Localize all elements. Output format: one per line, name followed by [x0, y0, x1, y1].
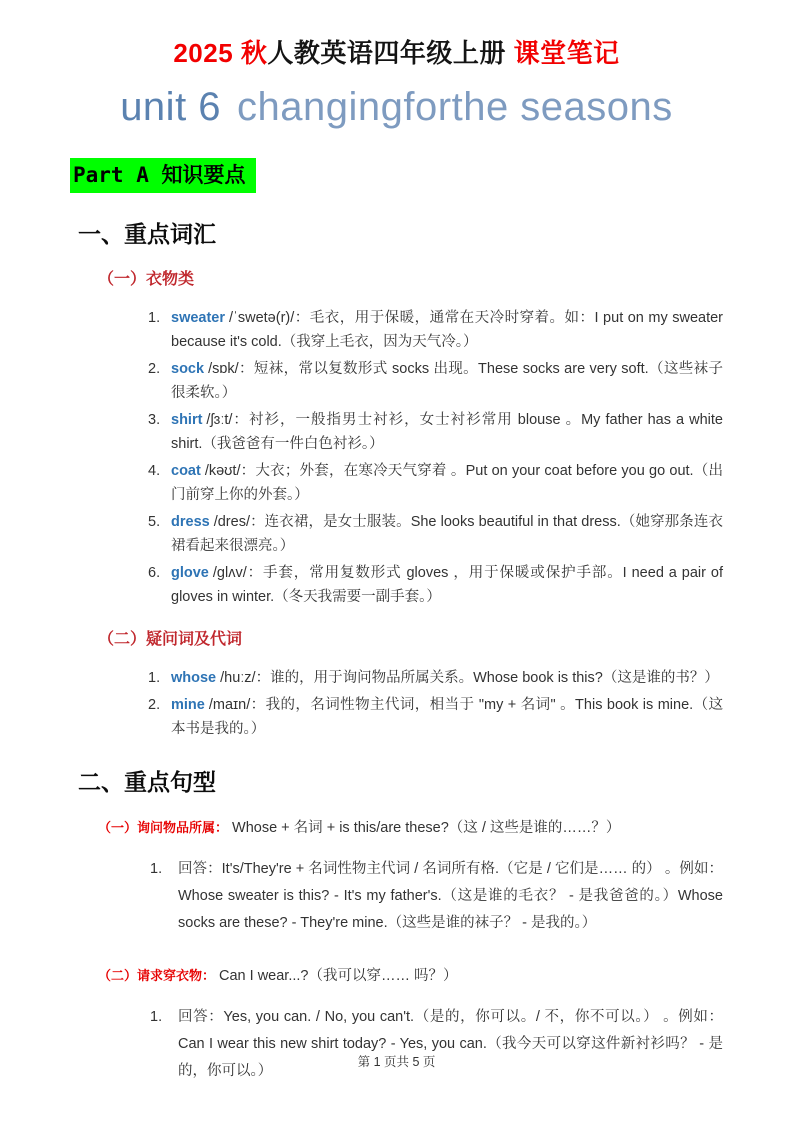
vocab-word: shirt [171, 412, 203, 428]
item-text: 回答：Yes, you can. / No, you can't.（是的，你可以。/ 不，你不可以。） 。例如：Can I wear this new shirt today? - Yes, you can.（我今天可以穿这件新衬衫吗？ - 是的，你可以。） [178, 1009, 723, 1079]
vocab-word: sweater [171, 310, 226, 326]
item-text [171, 357, 723, 405]
vocab-definition: /sɒk/：短袜，常以复数形式 socks 出现。These socks are very soft.（这些袜子很柔软。） [171, 361, 723, 401]
pattern-label: （二）请求穿衣物： [98, 968, 216, 983]
section1-heading: 一、重点词汇 [78, 221, 216, 247]
vocab-definition: /huːz/：谁的，用于询问物品所属关系。Whose book is this?（这是谁的书？） [220, 670, 719, 686]
item-number: 1. [148, 670, 161, 686]
pattern-wear-answer [70, 1004, 723, 1085]
vocab-definition: /glʌv/：手套，常用复数形式 gloves ，用于保暖或保护手部。I need a pair of gloves in winter.（冬天我需要一副手套。） [171, 565, 723, 605]
vocab-item-coat [70, 459, 723, 507]
vocab-definition: /ʃɜːt/：衬衫，一般指男士衬衫，女士衬衫常用 blouse 。My father has a white shirt.（我爸爸有一件白色衬衫。） [171, 412, 723, 452]
vocab-definition: /maɪn/：我的，名词性物主代词，相当于 "my + 名词" 。This book is mine.（这本书是我的。） [171, 697, 723, 737]
item-number: 1. [150, 861, 163, 877]
part-a-badge: Part A 知识要点 [70, 158, 256, 193]
item-text [171, 459, 723, 507]
pronoun-vocab-list [70, 666, 723, 741]
vocab-word: whose [171, 670, 217, 686]
item-number: 3. [148, 412, 161, 428]
vocab-definition: /ˈswetə(r)/：毛衣，用于保暖，通常在天冷时穿着。如：I put on my sweater because it's cold.（我穿上毛衣，因为天气冷。） [171, 310, 723, 350]
section2-heading: 二、重点句型 [78, 769, 216, 795]
item-text [171, 561, 723, 609]
page-number-footer: 第 1 页共 5 页 [357, 1055, 436, 1069]
vocab-item-sweater [70, 306, 723, 354]
section1-sub1-heading: （一）衣物类 [98, 271, 195, 288]
vocab-item-whose [70, 666, 723, 690]
vocab-word: coat [171, 463, 201, 479]
item-text [171, 510, 723, 558]
vocab-word: sock [171, 361, 205, 377]
item-text [171, 408, 723, 456]
vocab-item-glove [70, 561, 723, 609]
item-number: 2. [148, 697, 161, 713]
item-text [171, 306, 723, 354]
vocab-item-sock [70, 357, 723, 405]
vocab-item-shirt [70, 408, 723, 456]
pattern-label: （一）询问物品所属： [98, 820, 229, 835]
pattern-text: Whose + 名词 + is this/are these?（这 / 这些是谁的……？） [232, 820, 621, 836]
vocab-word: dress [171, 514, 210, 530]
item-text [171, 693, 723, 741]
unit-title [70, 82, 723, 132]
unit-name: changingforthe seasons [237, 85, 673, 129]
vocab-definition: /kəʊt/：大衣；外套，在寒冷天气穿着 。Put on your coat before you go out.（出门前穿上你的外套。） [171, 463, 723, 503]
doc-title-suffix: 课堂笔记 [513, 38, 620, 68]
unit-number: unit 6 [120, 85, 222, 129]
vocab-definition: /dres/：连衣裙，是女士服装。She looks beautiful in that dress.（她穿那条连衣裙看起来很漂亮。） [171, 514, 723, 554]
vocab-item-mine [70, 693, 723, 741]
vocab-word: glove [171, 565, 209, 581]
pattern-ownership [98, 817, 723, 839]
vocab-item-dress [70, 510, 723, 558]
vocab-word: mine [171, 697, 205, 713]
item-text [171, 666, 723, 690]
item-number: 4. [148, 463, 161, 479]
part-badge-row [70, 132, 723, 193]
item-number: 6. [148, 565, 161, 581]
item-text: 回答：It's/They're + 名词性物主代词 / 名词所有格.（它是 / 它们是…… 的） 。例如：Whose sweater is this? - It's my father's.（这是谁的毛衣？ - 是我爸爸的。）Whose socks are these? - They're mine.（这些是谁的袜子？ - 是我的。） [178, 861, 723, 931]
doc-title-main: 人教英语四年级上册 [267, 38, 514, 68]
item-number: 1. [148, 310, 161, 326]
pattern-wear-request [98, 965, 723, 987]
section1-sub2-heading: （二）疑问词及代词 [98, 631, 243, 648]
item-number: 5. [148, 514, 161, 530]
item-number: 1. [150, 1009, 163, 1025]
doc-title-year: 2025 秋 [173, 38, 268, 68]
clothing-vocab-list [70, 306, 723, 609]
pattern-text: Can I wear...?（我可以穿…… 吗？） [219, 968, 458, 984]
doc-title [70, 36, 723, 70]
pattern-ownership-answer [70, 856, 723, 937]
item-number: 2. [148, 361, 161, 377]
